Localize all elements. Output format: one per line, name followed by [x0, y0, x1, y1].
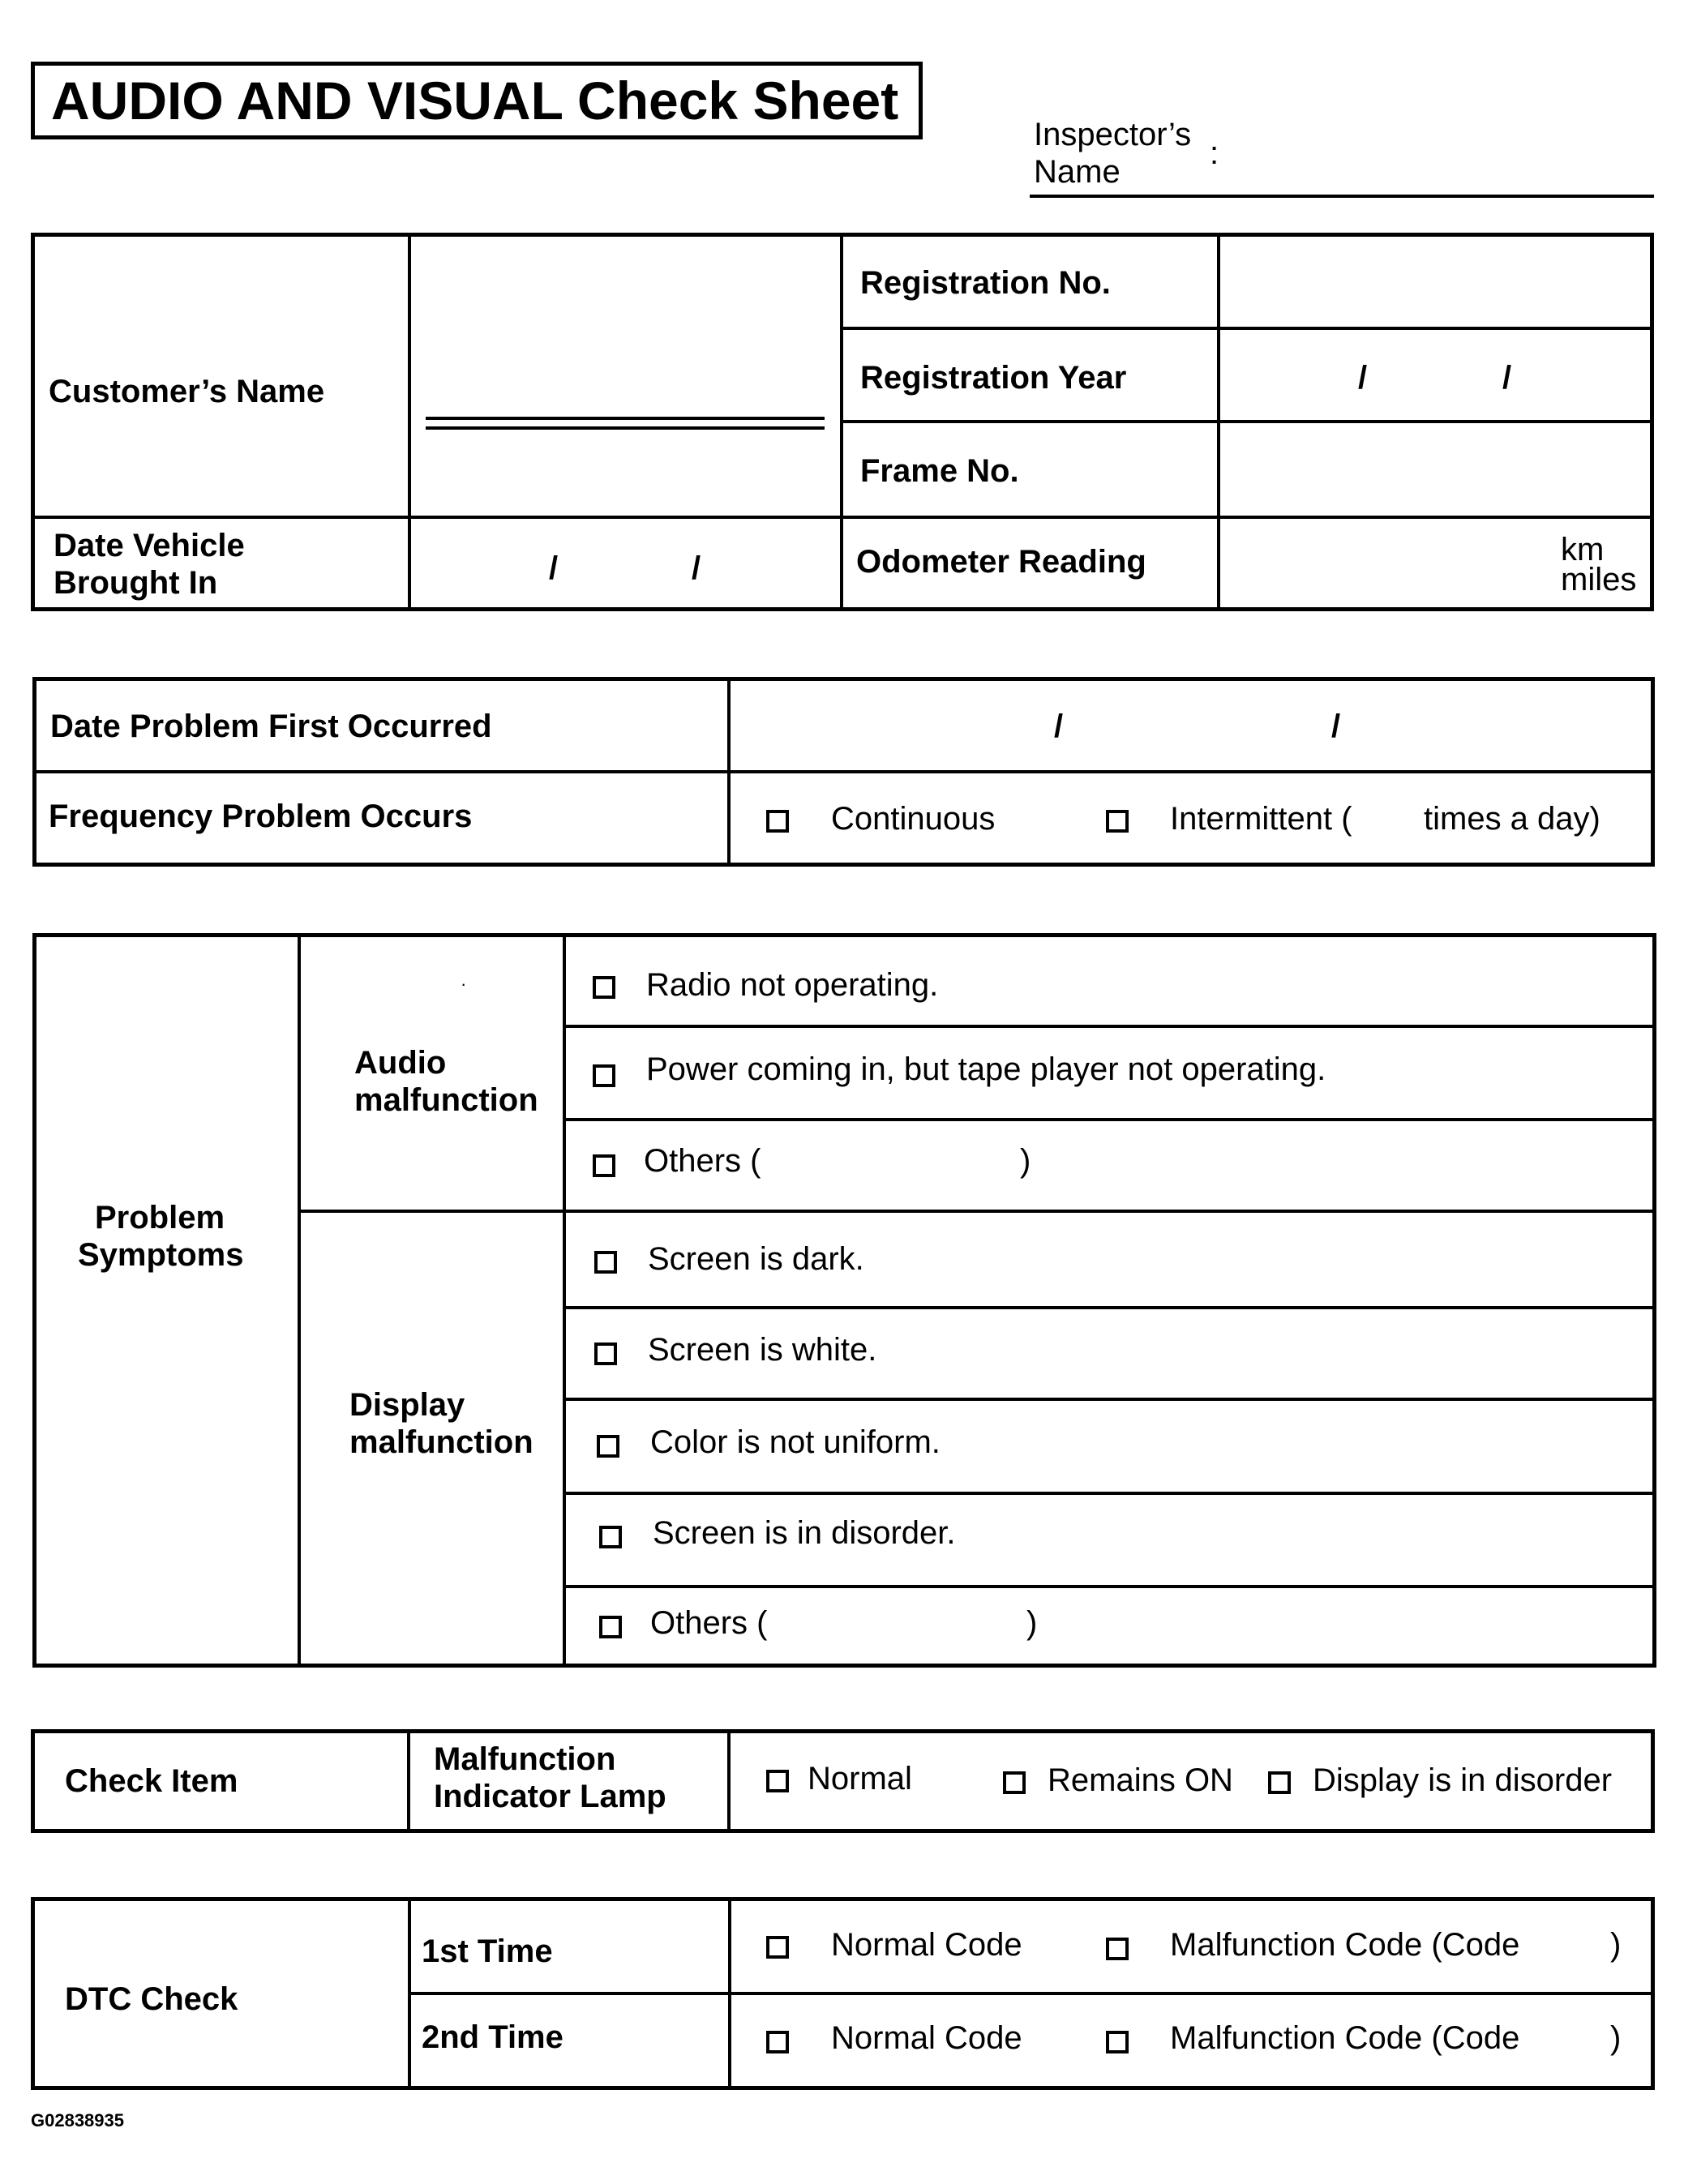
- intermittent-label: Intermittent (: [1170, 801, 1352, 837]
- dtc-normal-code-checkbox[interactable]: [766, 1936, 789, 1959]
- symptom-checkbox[interactable]: [599, 1616, 622, 1638]
- date-separator: /: [692, 550, 701, 586]
- intermittent-suffix: times a day): [1424, 801, 1600, 837]
- customer-name-label: Customer’s Name: [49, 374, 325, 409]
- symptom-item-label: Power coming in, but tape player not operating.: [646, 1051, 1326, 1087]
- mil-label-line1: Malfunction: [434, 1741, 616, 1777]
- inspector-label-line1: Inspector’s: [1034, 117, 1192, 152]
- odometer-unit-miles: miles: [1561, 562, 1637, 597]
- symptom-checkbox[interactable]: [593, 1154, 615, 1177]
- continuous-checkbox[interactable]: [766, 810, 789, 833]
- symptom-item-label: Radio not operating.: [646, 967, 939, 1003]
- dtc-malfunction-code-label: Malfunction Code (Code: [1170, 2020, 1520, 2056]
- audio-malfunction-label-line1: Audio: [354, 1045, 447, 1081]
- intermittent-checkbox[interactable]: [1106, 810, 1129, 833]
- problem-symptoms-label-line2: Symptoms: [78, 1237, 244, 1273]
- inspector-label-line2: Name: [1034, 154, 1121, 190]
- stray-dot: ·: [461, 974, 467, 994]
- symptom-item-label: Color is not uniform.: [650, 1424, 941, 1460]
- check-item-label: Check Item: [65, 1763, 238, 1799]
- symptom-checkbox[interactable]: [594, 1251, 617, 1274]
- symptom-item-label: Screen is dark.: [648, 1241, 864, 1277]
- date-separator: /: [1331, 709, 1341, 744]
- mil-option-label: Display is in disorder: [1313, 1762, 1613, 1798]
- customer-name-field[interactable]: [426, 417, 825, 430]
- others-close-paren: ): [1026, 1605, 1038, 1641]
- dtc-check-label: DTC Check: [65, 1981, 238, 2017]
- dtc-normal-code-label: Normal Code: [831, 2020, 1022, 2056]
- mil-normal-checkbox[interactable]: [766, 1770, 789, 1792]
- dtc-normal-code-checkbox[interactable]: [766, 2031, 789, 2053]
- symptom-item-label: Screen is in disorder.: [653, 1515, 956, 1551]
- frame-no-label: Frame No.: [860, 453, 1019, 489]
- symptom-checkbox[interactable]: [597, 1435, 619, 1458]
- dtc-normal-code-label: Normal Code: [831, 1927, 1022, 1963]
- registration-no-field[interactable]: [1222, 237, 1650, 326]
- frequency-label: Frequency Problem Occurs: [49, 799, 473, 834]
- frame-no-field[interactable]: [1222, 425, 1650, 514]
- dtc-first-time-label: 1st Time: [422, 1933, 553, 1969]
- inspector-name-line[interactable]: [1030, 195, 1654, 198]
- odometer-unit-km: km: [1561, 532, 1605, 567]
- mil-label-line2: Indicator Lamp: [434, 1779, 666, 1814]
- date-brought-in-label-line1: Date Vehicle: [54, 528, 245, 563]
- page-title: AUDIO AND VISUAL Check Sheet: [31, 62, 923, 139]
- symptom-item-label: Others (: [644, 1143, 761, 1179]
- symptom-checkbox[interactable]: [599, 1526, 622, 1548]
- dtc-code-close-paren: ): [1610, 2020, 1622, 2056]
- dtc-malfunction-code-checkbox[interactable]: [1106, 1938, 1129, 1960]
- symptom-item-label: Screen is white.: [648, 1332, 877, 1368]
- dtc-malfunction-code-label: Malfunction Code (Code: [1170, 1927, 1520, 1963]
- symptom-checkbox[interactable]: [593, 976, 615, 999]
- display-malfunction-label-line2: malfunction: [349, 1424, 533, 1460]
- inspector-colon: :: [1210, 135, 1219, 171]
- date-brought-in-label-line2: Brought In: [54, 565, 218, 601]
- continuous-label: Continuous: [831, 801, 996, 837]
- symptom-item-label: Others (: [650, 1605, 768, 1641]
- figure-id: G02838935: [31, 2110, 124, 2130]
- problem-symptoms-label-line1: Problem: [95, 1200, 225, 1235]
- audio-malfunction-label-line2: malfunction: [354, 1082, 538, 1118]
- mil-display-disorder-checkbox[interactable]: [1268, 1771, 1291, 1794]
- dtc-malfunction-code-checkbox[interactable]: [1106, 2031, 1129, 2053]
- mil-option-label: Normal: [808, 1761, 912, 1796]
- symptom-checkbox[interactable]: [594, 1343, 617, 1365]
- odometer-label: Odometer Reading: [856, 544, 1146, 580]
- display-malfunction-label-line1: Display: [349, 1387, 465, 1423]
- registration-year-separator: /: [1358, 360, 1368, 396]
- mil-remains-on-checkbox[interactable]: [1003, 1771, 1026, 1794]
- date-first-occurred-label: Date Problem First Occurred: [50, 709, 492, 744]
- mil-option-label: Remains ON: [1048, 1762, 1233, 1798]
- others-close-paren: ): [1020, 1143, 1031, 1179]
- problem-symptoms-table: [32, 933, 1656, 1668]
- date-separator: /: [549, 550, 559, 586]
- symptom-checkbox[interactable]: [593, 1064, 615, 1087]
- registration-no-label: Registration No.: [860, 265, 1111, 301]
- registration-year-label: Registration Year: [860, 360, 1127, 396]
- registration-year-separator: /: [1502, 360, 1512, 396]
- date-separator: /: [1054, 709, 1064, 744]
- dtc-second-time-label: 2nd Time: [422, 2019, 563, 2055]
- dtc-code-close-paren: ): [1610, 1927, 1622, 1963]
